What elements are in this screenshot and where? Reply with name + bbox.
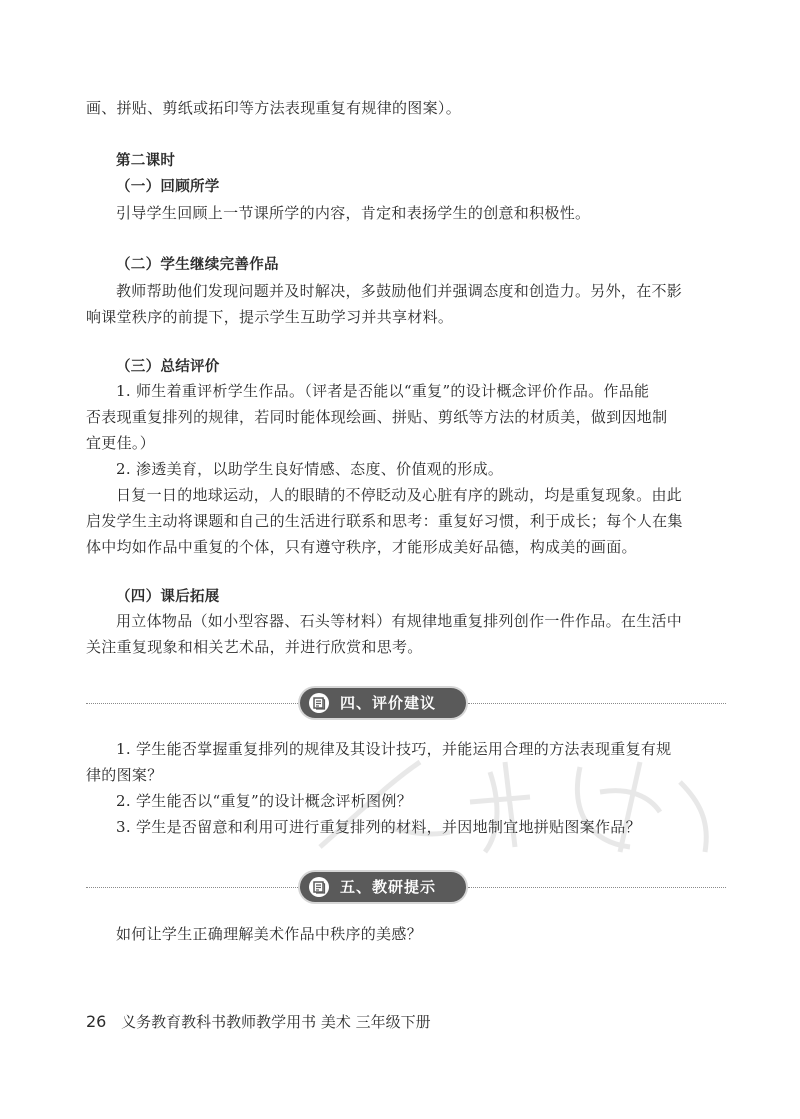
section-banner-evaluation [86, 688, 726, 718]
page-number: 26 [86, 1012, 107, 1031]
body-line: 否表现重复排列的规律，若同时能体现绘画、拼贴、剪纸等方法的材质美，做到因地制 [86, 408, 668, 426]
body-line: 宜更佳。） [86, 434, 156, 452]
section-heading: （四）课后拓展 [116, 589, 220, 605]
dotted-rule [468, 887, 726, 888]
dotted-rule [86, 887, 298, 888]
body-line: 画、拼贴、剪纸或拓印等方法表现重复有规律的图案）。 [86, 99, 462, 117]
book-icon [309, 693, 329, 713]
eval-item: 2. 学生能否以“重复”的设计概念评析图例？ [116, 792, 413, 810]
book-title: 义务教育教科书教师教学用书 美术 三年级下册 [121, 1013, 431, 1031]
body-line: 日复一日的地球运动，人的眼睛的不停眨动及心脏有序的跳动，均是重复现象。由此 [116, 486, 683, 504]
section-heading: （二）学生继续完善作品 [116, 257, 279, 273]
body-line: 2. 渗透美育，以助学生良好情感、态度、价值观的形成。 [116, 460, 504, 478]
section-banner-research [86, 872, 726, 902]
body-line: 启发学生主动将课题和自己的生活进行联系和思考：重复好习惯，利于成长；每个人在集 [86, 512, 683, 530]
banner-pill [300, 872, 466, 902]
lesson-heading: 第二课时 [116, 153, 176, 169]
page-footer [86, 1012, 431, 1032]
dotted-rule [86, 703, 298, 704]
body-line: 关注重复现象和相关艺术品，并进行欣赏和思考。 [86, 638, 423, 656]
dotted-rule [468, 703, 726, 704]
banner-title: 五、教研提示 [340, 878, 437, 896]
body-line: 体中均如作品中重复的个体，只有遵守秩序，才能形成美好品德，构成美的画面。 [86, 538, 637, 556]
body-line: 教师帮助他们发现问题并及时解决，多鼓励他们并强调态度和创造力。另外，在不影 [116, 282, 683, 300]
body-line: 响课堂秩序的前提下，提示学生互助学习并共享材料。 [86, 308, 454, 326]
eval-item: 律的图案？ [86, 766, 163, 784]
body-line: 引导学生回顾上一节课所学的内容，肯定和表扬学生的创意和积极性。 [116, 204, 591, 222]
body-line: 1. 师生着重评析学生作品。（评者是否能以“重复”的设计概念评价作品。作品能 [116, 382, 650, 400]
eval-item: 1. 学生能否掌握重复排列的规律及其设计技巧，并能运用合理的方法表现重复有规 [116, 740, 672, 758]
banner-pill [300, 688, 466, 718]
body-line: 用立体物品（如小型容器、石头等材料）有规律地重复排列创作一件作品。在生活中 [116, 612, 683, 630]
banner-title: 四、评价建议 [340, 694, 437, 712]
section-heading: （一）回顾所学 [116, 179, 220, 195]
section-heading: （三）总结评价 [116, 359, 220, 375]
eval-item: 3. 学生是否留意和利用可进行重复排列的材料，并因地制宜地拼贴图案作品？ [116, 818, 641, 836]
research-question: 如何让学生正确理解美术作品中秩序的美感？ [116, 925, 423, 943]
watermark [300, 752, 730, 862]
book-icon [309, 877, 329, 897]
